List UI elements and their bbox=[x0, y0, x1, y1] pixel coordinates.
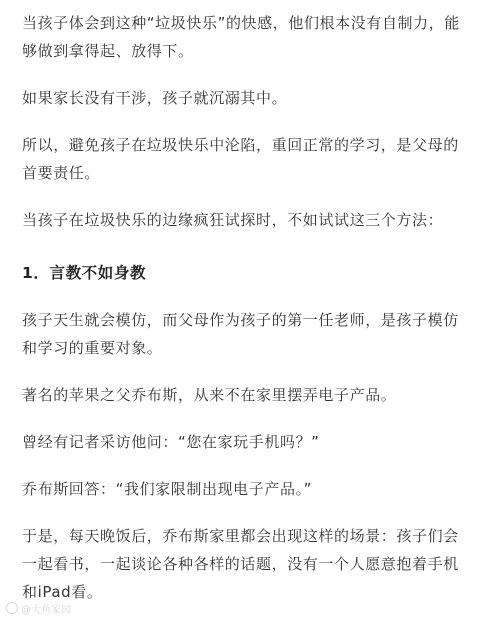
paragraph: 曾经有记者采访他问：“您在家玩手机吗？” bbox=[22, 433, 320, 451]
article-body bbox=[22, 0, 470, 606]
paragraph: 当孩子在垃圾快乐的边缘疯狂试探时，不如试试这三个方法： bbox=[22, 211, 444, 229]
paragraph: 所以，避免孩子在垃圾快乐中沦陷，重回正常的学习，是父母的首要责任。 bbox=[22, 136, 459, 182]
paragraph: 著名的苹果之父乔布斯，从来不在家里摆弄电子产品。 bbox=[22, 386, 397, 404]
paragraph: 于是，每天晚饭后，乔布斯家里都会出现这样的场景：孩子们会一起看书，一起谈论各种各样的话题，没有一个人愿意抱着手机和iPad看。 bbox=[22, 527, 459, 601]
paragraph: 如果家长没有干涉，孩子就沉溺其中。 bbox=[22, 89, 288, 107]
watermark-text: @大鱼家园 bbox=[21, 604, 72, 616]
section-heading: 1．言教不如身教 bbox=[22, 264, 147, 282]
brand-logo-icon bbox=[6, 602, 18, 614]
watermark bbox=[6, 600, 71, 616]
paragraph: 孩子天生就会模仿，而父母作为孩子的第一任老师，是孩子模仿和学习的重要对象。 bbox=[22, 311, 459, 357]
paragraph: 乔布斯回答：“我们家限制出现电子产品。” bbox=[22, 480, 313, 498]
paragraph: 当孩子体会到这种“垃圾快乐”的快感，他们根本没有自制力，能够做到拿得起、放得下。 bbox=[22, 14, 460, 60]
